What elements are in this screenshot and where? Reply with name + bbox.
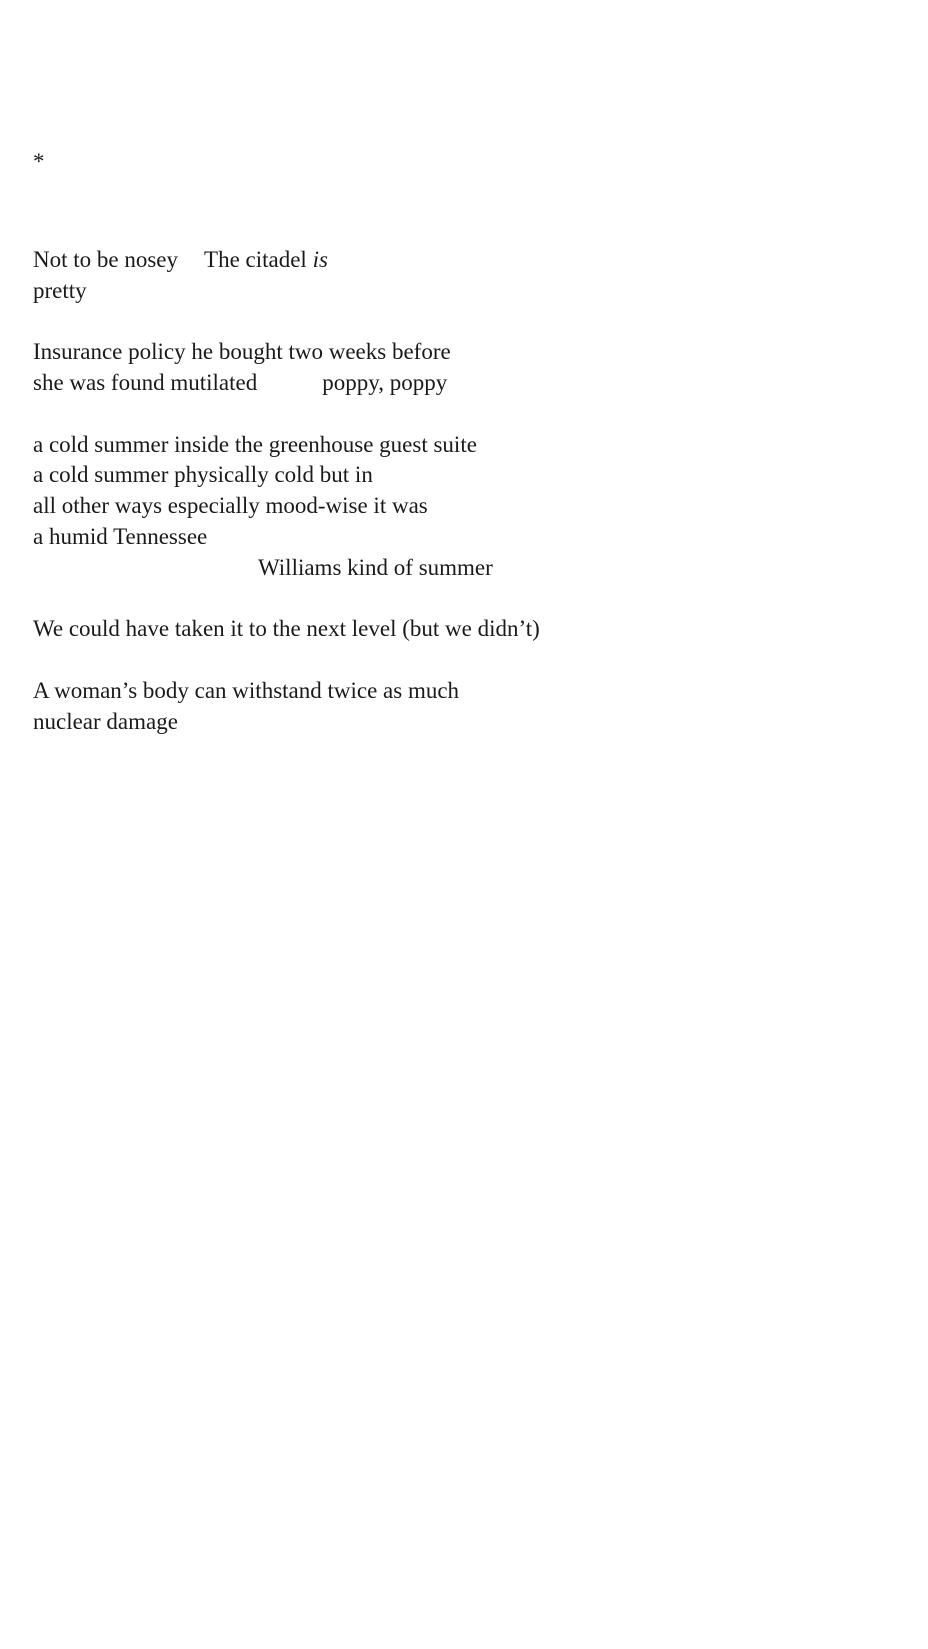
stanza2-line2-phrase-b: poppy, poppy <box>322 370 448 395</box>
stanza5-line2: nuclear damage <box>33 709 178 734</box>
stanza1-line1-phrase-a: Not to be nosey <box>33 247 179 272</box>
stanza1-line1-italic: is <box>312 247 328 272</box>
stanza3-line5-text: Williams kind of summer <box>258 555 493 580</box>
stanza4-line1: We could have taken it to the next level (but we didn’t) <box>33 616 540 641</box>
section-asterisk: * <box>33 149 45 174</box>
stanza2-line2-phrase-a: she was found mutilated <box>33 370 258 395</box>
stanza1-line1 <box>33 244 328 276</box>
stanza2-line1: Insurance policy he bought two weeks before <box>33 339 451 364</box>
stanza1-line2: pretty <box>33 278 87 303</box>
stanza3-line3: all other ways especially mood-wise it was <box>33 493 428 518</box>
stanza3-line1: a cold summer inside the greenhouse guest suite <box>33 432 477 457</box>
stanza3-line4: a humid Tennessee <box>33 524 208 549</box>
stanza2-line2 <box>33 367 447 399</box>
stanza3-line5 <box>33 552 493 584</box>
stanza3-line2: a cold summer physically cold but in <box>33 462 373 487</box>
stanza5-line1: A woman’s body can withstand twice as much <box>33 678 460 703</box>
stanza1-line1-phrase-b: The citadel <box>204 247 313 272</box>
